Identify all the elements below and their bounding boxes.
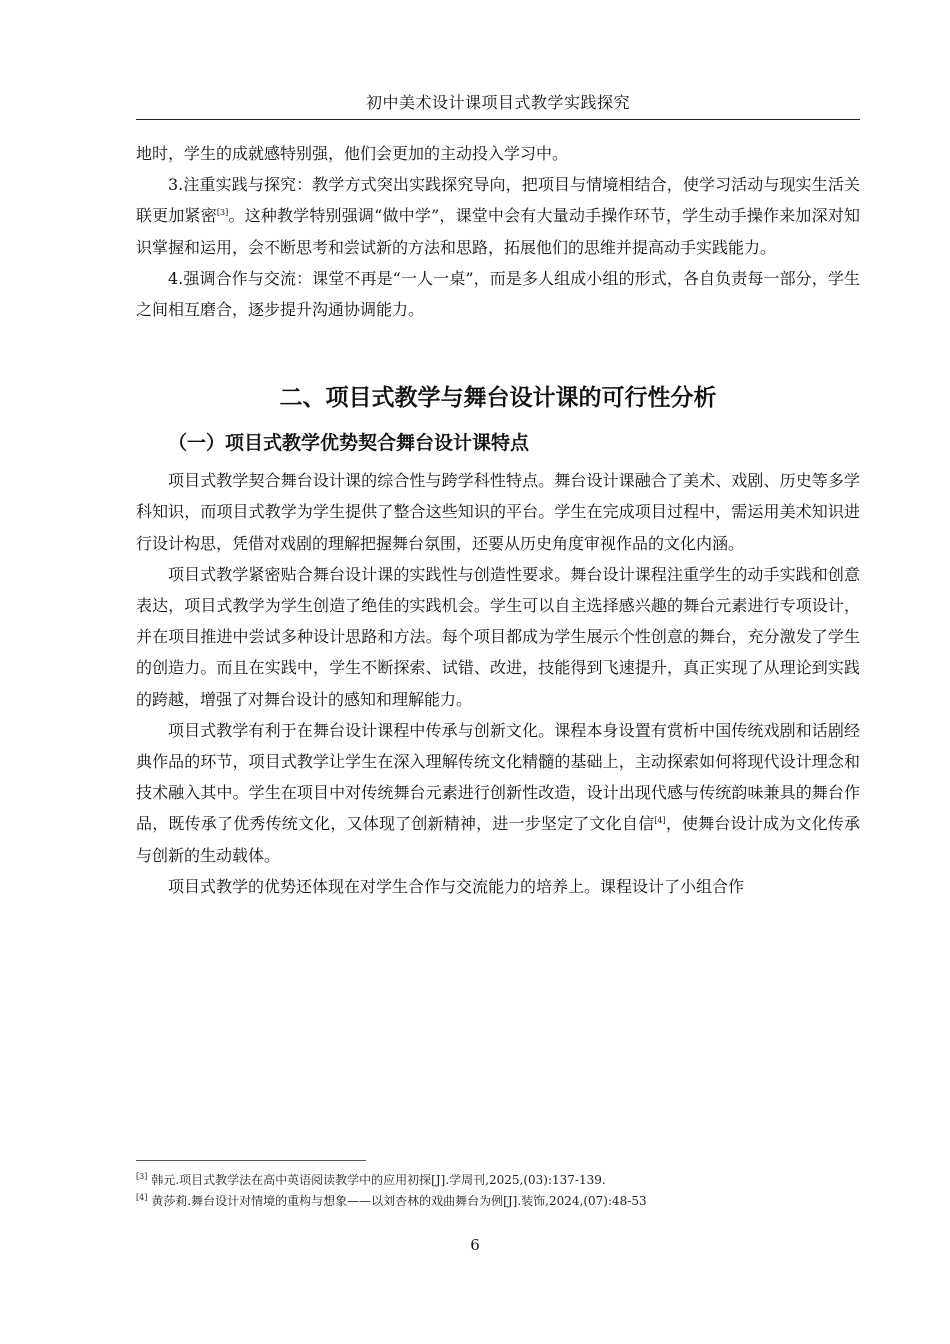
- citation-marker-3[interactable]: [3]: [216, 208, 229, 218]
- footnote-mark: [4]: [136, 1193, 148, 1202]
- paragraph-practice-creativity: 项目式教学紧密贴合舞台设计课的实践性与创造性要求。舞台设计课程注重学生的动手实践和创意表达，项目式教学为学生创造了绝佳的实践机会。学生可以自主选择感兴趣的舞台元素进行专项设计，并在项目推进中尝试多种设计思路和方法。每个项目都成为学生展示个性创意的舞台，充分激发了学生的创造力。而且在实践中，学生不断探索、试错、改进，技能得到飞速提升，真正实现了从理论到实践的跨越，增强了对舞台设计的感知和理解能力。: [136, 564, 860, 709]
- section-heading: 二、项目式教学与舞台设计课的可行性分析: [279, 385, 717, 412]
- paragraph-cooperation: 项目式教学的优势还体现在对学生合作与交流能力的培养上。课程设计了小组合作: [168, 876, 745, 896]
- footnote-mark: [3]: [136, 1172, 148, 1181]
- paragraph-text: 3.注重实践与探究：教学方式突出实践探究导向，把项目与情境相结合，使学习活动与现实生活关联更加紧密: [136, 175, 860, 226]
- citation-marker-4[interactable]: [4]: [654, 816, 666, 826]
- footnote-text: 韩元.项目式教学法在高中英语阅读教学中的应用初探[J].学周刊,2025,(03):137-139.: [151, 1173, 606, 1187]
- page-number: 6: [470, 1236, 480, 1254]
- footnotes: [136, 1168, 860, 1210]
- paragraph-text: ，使舞台设计成为文化传承与创新的生动载体。: [136, 814, 860, 865]
- footnote-text: 黄莎莉.舞台设计对情境的重构与想象——以刘杏林的戏曲舞台为例[J].装饰,2024,(07):48-53: [151, 1194, 647, 1208]
- paragraph-collaboration: 4.强调合作与交流：课堂不再是“一人一桌”，而是多人组成小组的形式，各自负责每一部分，学生之间相互磨合，逐步提升沟通协调能力。: [136, 268, 860, 320]
- paragraph-text: 。这种教学特别强调“做中学”，课堂中会有大量动手操作环节，学生动手操作来加深对知识掌握和运用，会不断思考和尝试新的方法和思路，拓展他们的思维并提高动手实践能力。: [136, 206, 860, 257]
- running-header: 初中美术设计课项目式教学实践探究: [136, 90, 860, 120]
- footnote-3: [136, 1168, 860, 1189]
- paragraph-interdisciplinary: 项目式教学契合舞台设计课的综合性与跨学科性特点。舞台设计课融合了美术、戏剧、历史等多学科知识，而项目式教学为学生提供了整合这些知识的平台。学生在完成项目过程中，需运用美术知识进行设计构思，凭借对戏剧的理解把握舞台氛围，还要从历史角度审视作品的文化内涵。: [136, 471, 860, 553]
- paragraph-practice-inquiry: [136, 169, 860, 263]
- subsection-heading: （一）项目式教学优势契合舞台设计课特点: [168, 432, 530, 455]
- paragraph-culture: [136, 715, 860, 871]
- page-body: [136, 138, 860, 902]
- footnote-4: [136, 1189, 860, 1210]
- paragraph-text: 项目式教学有利于在舞台设计课程中传承与创新文化。课程本身设置有赏析中国传统戏剧和话剧经典作品的环节，项目式教学让学生在深入理解传统文化精髓的基础上，主动探索如何将现代设计理念和技术融入其中。学生在项目中对传统舞台元素进行创新性改造，设计出现代感与传统韵味兼具的舞台作品，既传承了优秀传统文化，又体现了创新精神，进一步坚定了文化自信: [136, 720, 860, 834]
- footnote-divider: [136, 1160, 366, 1161]
- paragraph-continuation: 地时，学生的成就感特别强，他们会更加的主动投入学习中。: [136, 144, 569, 163]
